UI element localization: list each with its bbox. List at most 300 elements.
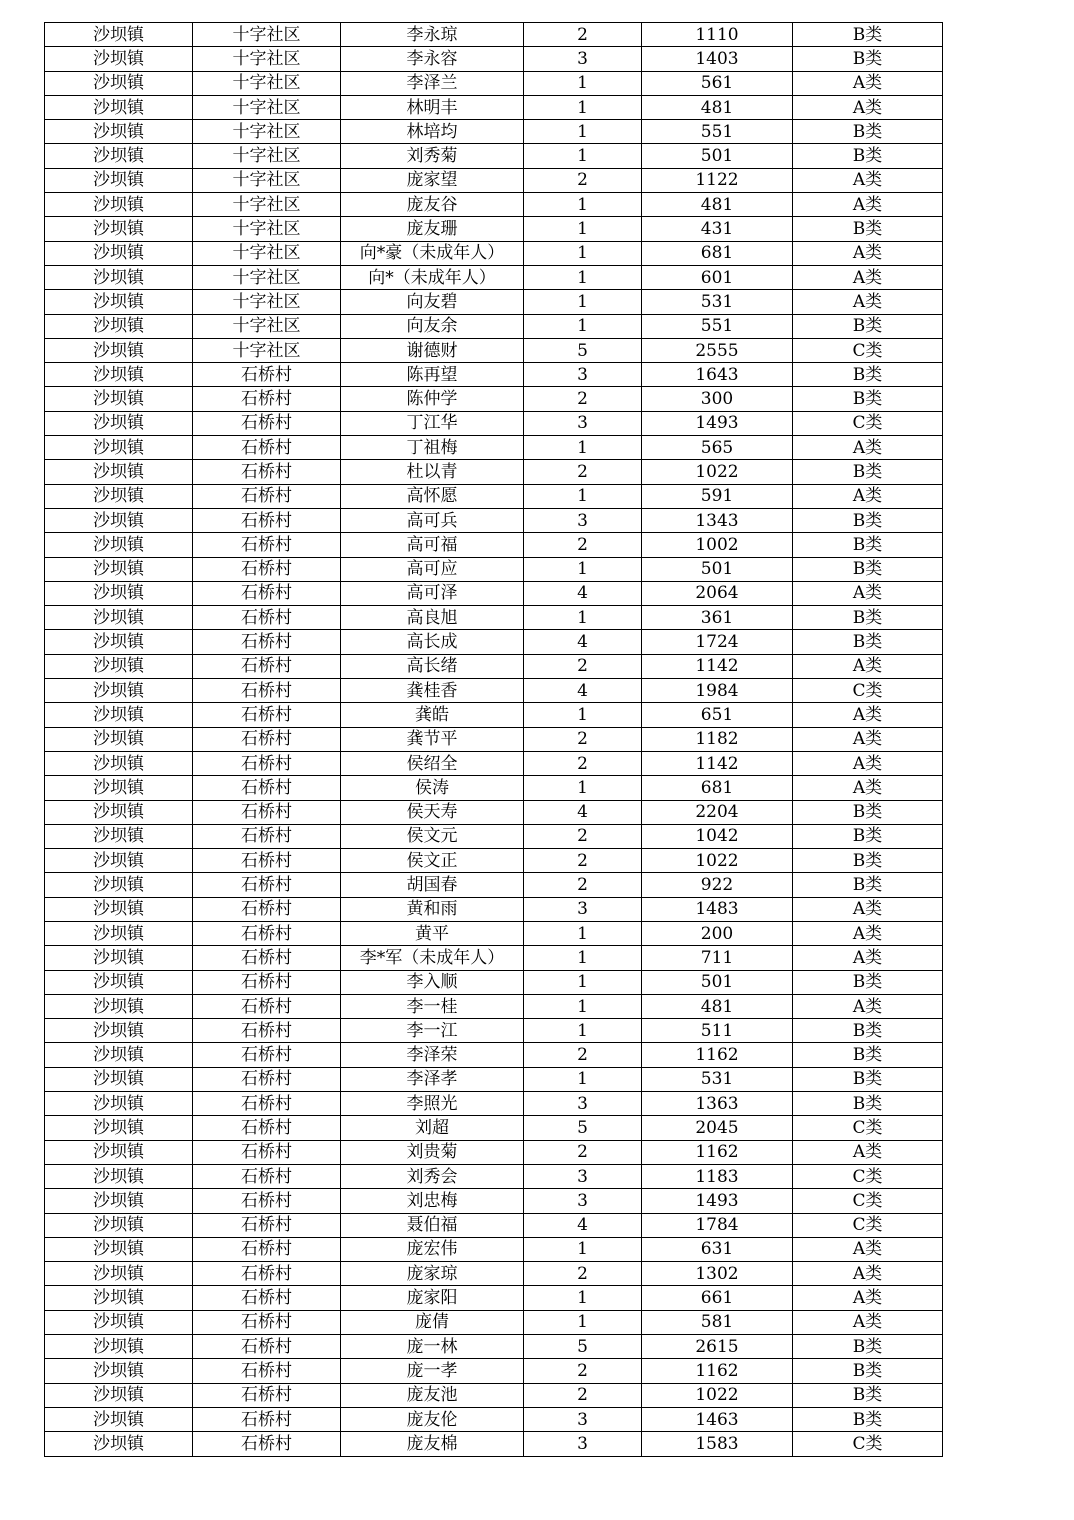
town-cell: 沙坝镇 [45,47,193,71]
town-cell: 沙坝镇 [45,606,193,630]
household-size-cell: 4 [524,581,642,605]
household-size-cell: 2 [524,824,642,848]
name-cell: 聂伯福 [341,1213,524,1237]
table-row [45,703,943,727]
town-cell: 沙坝镇 [45,508,193,532]
household-size-cell: 2 [524,1359,642,1383]
household-size-cell: 2 [524,727,642,751]
household-size-cell: 4 [524,1213,642,1237]
category-cell: C类 [793,1189,943,1213]
category-cell: A类 [793,727,943,751]
name-cell: 刘秀菊 [341,144,524,168]
category-cell: C类 [793,1432,943,1456]
village-cell: 石桥村 [193,436,341,460]
amount-cell: 651 [642,703,793,727]
category-cell: B类 [793,1043,943,1067]
category-cell: B类 [793,120,943,144]
table-row [45,47,943,71]
name-cell: 侯文正 [341,849,524,873]
table-row [45,338,943,362]
name-cell: 谢德财 [341,338,524,362]
village-cell: 石桥村 [193,411,341,435]
amount-cell: 601 [642,265,793,289]
name-cell: 刘贵菊 [341,1140,524,1164]
town-cell: 沙坝镇 [45,1310,193,1334]
table-row [45,1262,943,1286]
name-cell: 林培均 [341,120,524,144]
name-cell: 庞友谷 [341,193,524,217]
village-cell: 石桥村 [193,1067,341,1091]
village-cell: 石桥村 [193,824,341,848]
table-row [45,265,943,289]
data-table [44,22,943,1457]
household-size-cell: 2 [524,1383,642,1407]
table-row [45,946,943,970]
household-size-cell: 5 [524,338,642,362]
household-size-cell: 2 [524,168,642,192]
table-row [45,387,943,411]
name-cell: 刘秀会 [341,1164,524,1188]
town-cell: 沙坝镇 [45,387,193,411]
amount-cell: 1022 [642,460,793,484]
table-row [45,581,943,605]
table-row [45,95,943,119]
village-cell: 石桥村 [193,1116,341,1140]
category-cell: A类 [793,1237,943,1261]
amount-cell: 1002 [642,533,793,557]
village-cell: 石桥村 [193,873,341,897]
amount-cell: 300 [642,387,793,411]
town-cell: 沙坝镇 [45,654,193,678]
name-cell: 庞宏伟 [341,1237,524,1261]
town-cell: 沙坝镇 [45,144,193,168]
amount-cell: 1022 [642,1383,793,1407]
household-size-cell: 1 [524,606,642,630]
category-cell: A类 [793,581,943,605]
category-cell: A类 [793,776,943,800]
household-size-cell: 1 [524,1310,642,1334]
village-cell: 石桥村 [193,970,341,994]
name-cell: 李入顺 [341,970,524,994]
amount-cell: 2204 [642,800,793,824]
name-cell: 丁江华 [341,411,524,435]
category-cell: B类 [793,533,943,557]
table-row [45,23,943,47]
town-cell: 沙坝镇 [45,994,193,1018]
name-cell: 庞家琼 [341,1262,524,1286]
amount-cell: 551 [642,120,793,144]
amount-cell: 481 [642,193,793,217]
table-row [45,1213,943,1237]
name-cell: 林明丰 [341,95,524,119]
household-size-cell: 1 [524,290,642,314]
amount-cell: 681 [642,776,793,800]
household-size-cell: 3 [524,47,642,71]
town-cell: 沙坝镇 [45,873,193,897]
category-cell: B类 [793,630,943,654]
category-cell: B类 [793,1067,943,1091]
name-cell: 高长成 [341,630,524,654]
household-size-cell: 1 [524,994,642,1018]
amount-cell: 1984 [642,679,793,703]
village-cell: 石桥村 [193,1043,341,1067]
amount-cell: 1583 [642,1432,793,1456]
table-row [45,1335,943,1359]
village-cell: 十字社区 [193,193,341,217]
town-cell: 沙坝镇 [45,727,193,751]
table-row [45,1043,943,1067]
table-row [45,1383,943,1407]
village-cell: 石桥村 [193,533,341,557]
village-cell: 石桥村 [193,800,341,824]
amount-cell: 2555 [642,338,793,362]
household-size-cell: 1 [524,921,642,945]
amount-cell: 1142 [642,751,793,775]
household-size-cell: 1 [524,265,642,289]
household-size-cell: 2 [524,387,642,411]
table-row [45,1286,943,1310]
name-cell: 高长绪 [341,654,524,678]
table-row [45,363,943,387]
category-cell: A类 [793,265,943,289]
household-size-cell: 3 [524,897,642,921]
table-row [45,1359,943,1383]
household-size-cell: 1 [524,71,642,95]
household-size-cell: 3 [524,1407,642,1431]
table-row [45,411,943,435]
village-cell: 十字社区 [193,144,341,168]
amount-cell: 501 [642,970,793,994]
category-cell: B类 [793,800,943,824]
household-size-cell: 4 [524,679,642,703]
town-cell: 沙坝镇 [45,1164,193,1188]
amount-cell: 591 [642,484,793,508]
village-cell: 十字社区 [193,265,341,289]
village-cell: 十字社区 [193,217,341,241]
table-row [45,679,943,703]
category-cell: A类 [793,436,943,460]
village-cell: 石桥村 [193,849,341,873]
table-row [45,1189,943,1213]
category-cell: B类 [793,460,943,484]
town-cell: 沙坝镇 [45,1237,193,1261]
amount-cell: 481 [642,95,793,119]
category-cell: A类 [793,1286,943,1310]
table-row [45,241,943,265]
town-cell: 沙坝镇 [45,800,193,824]
town-cell: 沙坝镇 [45,970,193,994]
table-row [45,1407,943,1431]
village-cell: 十字社区 [193,241,341,265]
category-cell: B类 [793,1383,943,1407]
town-cell: 沙坝镇 [45,193,193,217]
table-row [45,1164,943,1188]
name-cell: 高可福 [341,533,524,557]
village-cell: 石桥村 [193,703,341,727]
household-size-cell: 2 [524,1140,642,1164]
village-cell: 十字社区 [193,314,341,338]
category-cell: B类 [793,1335,943,1359]
village-cell: 石桥村 [193,946,341,970]
household-size-cell: 4 [524,800,642,824]
amount-cell: 2064 [642,581,793,605]
amount-cell: 1493 [642,1189,793,1213]
category-cell: A类 [793,703,943,727]
amount-cell: 1162 [642,1359,793,1383]
village-cell: 十字社区 [193,290,341,314]
town-cell: 沙坝镇 [45,265,193,289]
name-cell: 李永琼 [341,23,524,47]
category-cell: B类 [793,363,943,387]
amount-cell: 501 [642,144,793,168]
category-cell: A类 [793,921,943,945]
name-cell: 李一桂 [341,994,524,1018]
table-row [45,71,943,95]
category-cell: B类 [793,557,943,581]
amount-cell: 1042 [642,824,793,848]
village-cell: 石桥村 [193,387,341,411]
table-row [45,849,943,873]
table-row [45,436,943,460]
town-cell: 沙坝镇 [45,1116,193,1140]
name-cell: 侯绍全 [341,751,524,775]
household-size-cell: 2 [524,23,642,47]
name-cell: 庞友珊 [341,217,524,241]
table-body [45,23,943,1457]
village-cell: 十字社区 [193,338,341,362]
village-cell: 石桥村 [193,581,341,605]
table-row [45,217,943,241]
name-cell: 李永容 [341,47,524,71]
household-size-cell: 1 [524,776,642,800]
table-row [45,800,943,824]
table-row [45,751,943,775]
category-cell: A类 [793,654,943,678]
household-size-cell: 1 [524,946,642,970]
amount-cell: 361 [642,606,793,630]
amount-cell: 1122 [642,168,793,192]
table-row [45,1237,943,1261]
household-size-cell: 1 [524,1286,642,1310]
amount-cell: 711 [642,946,793,970]
category-cell: B类 [793,314,943,338]
category-cell: C类 [793,1164,943,1188]
village-cell: 十字社区 [193,95,341,119]
category-cell: A类 [793,241,943,265]
name-cell: 庞一孝 [341,1359,524,1383]
village-cell: 石桥村 [193,1335,341,1359]
amount-cell: 2615 [642,1335,793,1359]
household-size-cell: 3 [524,411,642,435]
category-cell: A类 [793,1262,943,1286]
town-cell: 沙坝镇 [45,1383,193,1407]
name-cell: 刘忠梅 [341,1189,524,1213]
category-cell: C类 [793,1116,943,1140]
amount-cell: 1363 [642,1092,793,1116]
village-cell: 石桥村 [193,460,341,484]
table-row [45,1310,943,1334]
household-size-cell: 1 [524,1019,642,1043]
document-sheet [44,22,943,1457]
table-row [45,290,943,314]
household-size-cell: 1 [524,436,642,460]
village-cell: 石桥村 [193,508,341,532]
town-cell: 沙坝镇 [45,1019,193,1043]
town-cell: 沙坝镇 [45,533,193,557]
household-size-cell: 5 [524,1335,642,1359]
household-size-cell: 1 [524,1067,642,1091]
name-cell: 向*豪（未成年人） [341,241,524,265]
village-cell: 十字社区 [193,71,341,95]
town-cell: 沙坝镇 [45,168,193,192]
household-size-cell: 3 [524,1092,642,1116]
table-row [45,824,943,848]
name-cell: 高良旭 [341,606,524,630]
name-cell: 向友碧 [341,290,524,314]
name-cell: 高怀愿 [341,484,524,508]
name-cell: 侯天寿 [341,800,524,824]
name-cell: 陈仲学 [341,387,524,411]
town-cell: 沙坝镇 [45,581,193,605]
name-cell: 庞一林 [341,1335,524,1359]
town-cell: 沙坝镇 [45,921,193,945]
amount-cell: 581 [642,1310,793,1334]
table-row [45,508,943,532]
town-cell: 沙坝镇 [45,1286,193,1310]
amount-cell: 681 [642,241,793,265]
town-cell: 沙坝镇 [45,241,193,265]
category-cell: A类 [793,1140,943,1164]
table-row [45,144,943,168]
amount-cell: 1182 [642,727,793,751]
category-cell: B类 [793,1407,943,1431]
table-row [45,873,943,897]
household-size-cell: 3 [524,1164,642,1188]
amount-cell: 1142 [642,654,793,678]
category-cell: B类 [793,387,943,411]
village-cell: 石桥村 [193,1262,341,1286]
village-cell: 十字社区 [193,120,341,144]
household-size-cell: 3 [524,363,642,387]
name-cell: 庞家阳 [341,1286,524,1310]
name-cell: 高可泽 [341,581,524,605]
amount-cell: 1022 [642,849,793,873]
household-size-cell: 2 [524,460,642,484]
village-cell: 石桥村 [193,1189,341,1213]
name-cell: 高可应 [341,557,524,581]
category-cell: A类 [793,484,943,508]
amount-cell: 1463 [642,1407,793,1431]
town-cell: 沙坝镇 [45,630,193,654]
household-size-cell: 1 [524,314,642,338]
household-size-cell: 1 [524,95,642,119]
table-row [45,994,943,1018]
category-cell: A类 [793,946,943,970]
name-cell: 庞倩 [341,1310,524,1334]
household-size-cell: 1 [524,1237,642,1261]
table-row [45,606,943,630]
household-size-cell: 1 [524,970,642,994]
category-cell: B类 [793,970,943,994]
amount-cell: 565 [642,436,793,460]
category-cell: C类 [793,411,943,435]
town-cell: 沙坝镇 [45,897,193,921]
town-cell: 沙坝镇 [45,23,193,47]
table-row [45,921,943,945]
amount-cell: 1302 [642,1262,793,1286]
town-cell: 沙坝镇 [45,946,193,970]
name-cell: 李一江 [341,1019,524,1043]
household-size-cell: 2 [524,1262,642,1286]
name-cell: 李*军（未成年人） [341,946,524,970]
town-cell: 沙坝镇 [45,290,193,314]
household-size-cell: 2 [524,873,642,897]
household-size-cell: 1 [524,120,642,144]
town-cell: 沙坝镇 [45,824,193,848]
village-cell: 石桥村 [193,1092,341,1116]
town-cell: 沙坝镇 [45,411,193,435]
table-row [45,533,943,557]
name-cell: 胡国春 [341,873,524,897]
household-size-cell: 3 [524,508,642,532]
town-cell: 沙坝镇 [45,120,193,144]
town-cell: 沙坝镇 [45,460,193,484]
village-cell: 石桥村 [193,484,341,508]
table-row [45,193,943,217]
town-cell: 沙坝镇 [45,679,193,703]
table-row [45,654,943,678]
amount-cell: 1343 [642,508,793,532]
town-cell: 沙坝镇 [45,557,193,581]
village-cell: 十字社区 [193,23,341,47]
town-cell: 沙坝镇 [45,314,193,338]
village-cell: 石桥村 [193,1359,341,1383]
table-row [45,484,943,508]
town-cell: 沙坝镇 [45,363,193,387]
town-cell: 沙坝镇 [45,849,193,873]
village-cell: 石桥村 [193,363,341,387]
village-cell: 石桥村 [193,1432,341,1456]
household-size-cell: 3 [524,1189,642,1213]
town-cell: 沙坝镇 [45,484,193,508]
table-row [45,630,943,654]
name-cell: 陈再望 [341,363,524,387]
household-size-cell: 4 [524,630,642,654]
name-cell: 向*（未成年人） [341,265,524,289]
household-size-cell: 1 [524,557,642,581]
village-cell: 石桥村 [193,606,341,630]
amount-cell: 431 [642,217,793,241]
town-cell: 沙坝镇 [45,1407,193,1431]
household-size-cell: 1 [524,217,642,241]
household-size-cell: 1 [524,484,642,508]
name-cell: 李泽孝 [341,1067,524,1091]
household-size-cell: 1 [524,703,642,727]
town-cell: 沙坝镇 [45,436,193,460]
table-row [45,1092,943,1116]
name-cell: 侯涛 [341,776,524,800]
village-cell: 石桥村 [193,630,341,654]
village-cell: 石桥村 [193,776,341,800]
amount-cell: 631 [642,1237,793,1261]
town-cell: 沙坝镇 [45,71,193,95]
category-cell: B类 [793,1019,943,1043]
name-cell: 向友余 [341,314,524,338]
table-row [45,970,943,994]
village-cell: 石桥村 [193,679,341,703]
category-cell: B类 [793,1092,943,1116]
name-cell: 庞友池 [341,1383,524,1407]
